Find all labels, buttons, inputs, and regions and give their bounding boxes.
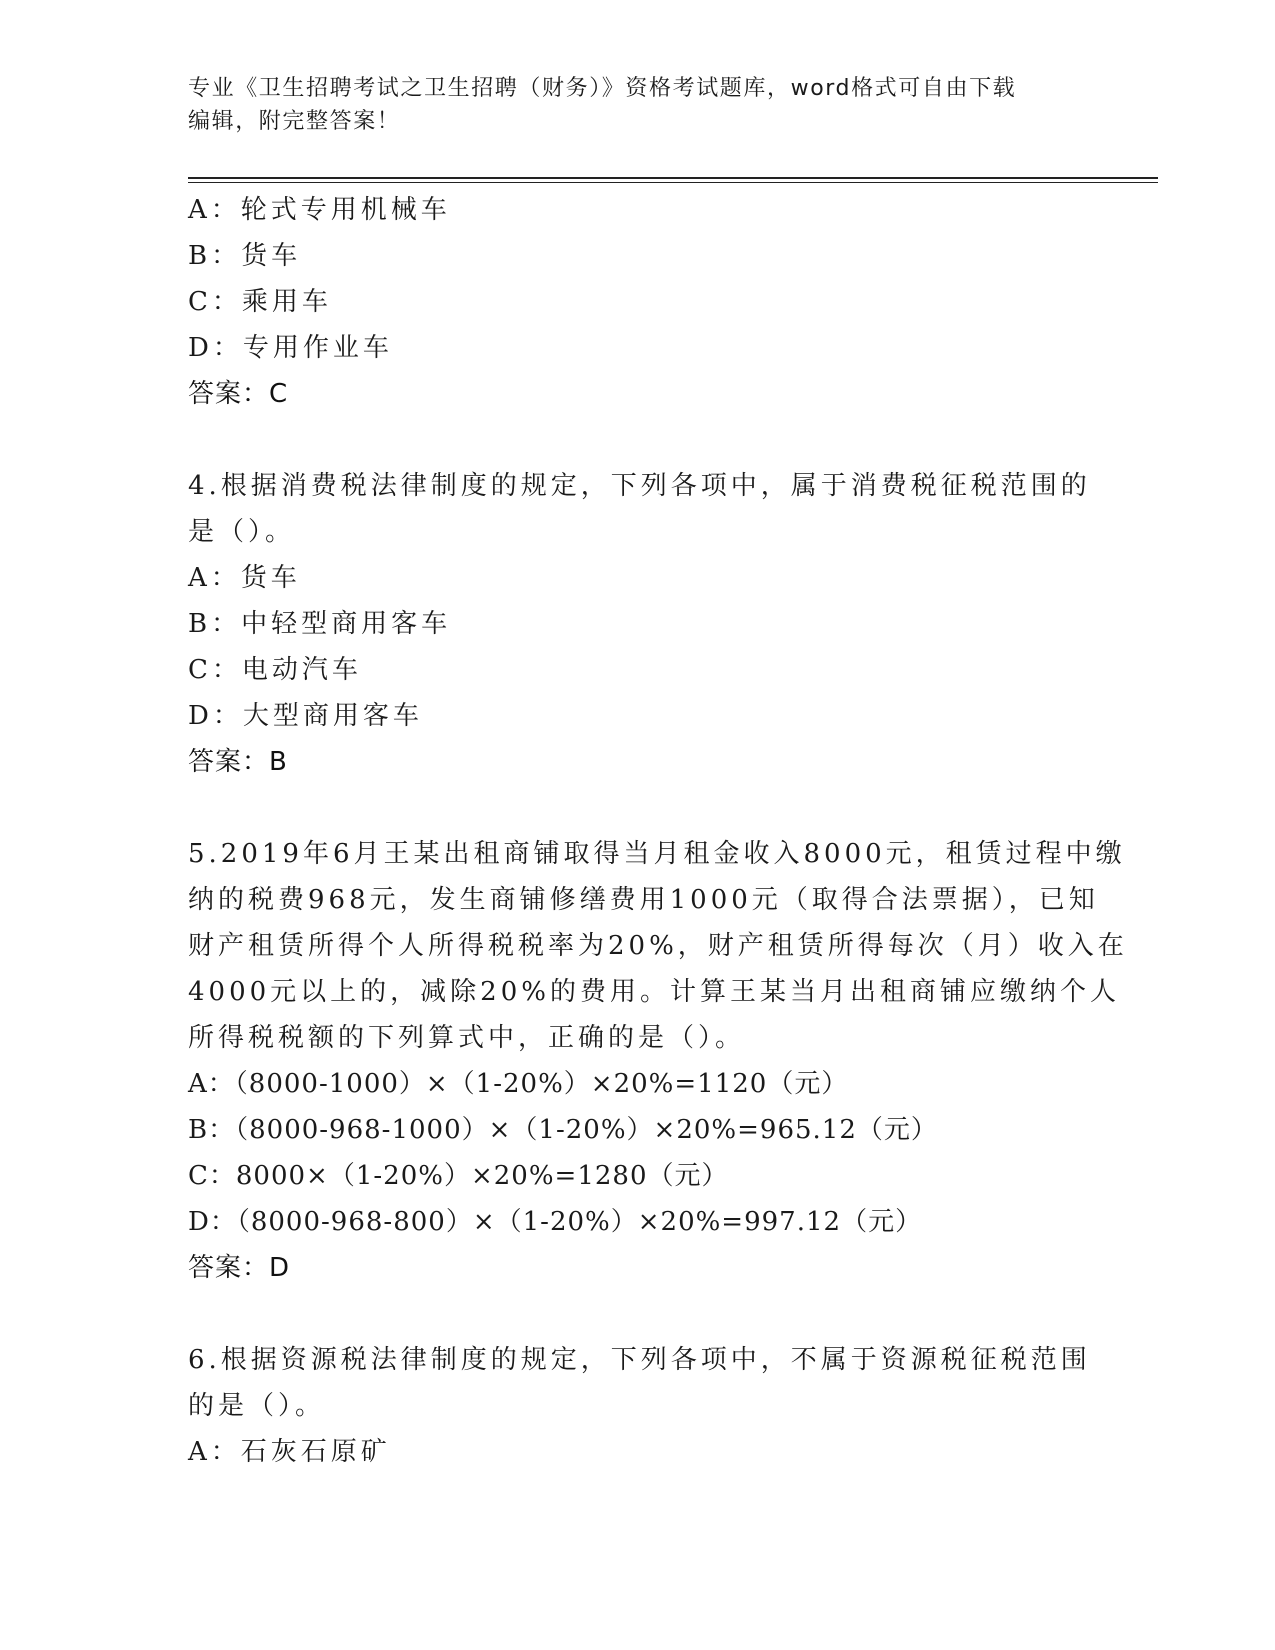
question-stem-continued: 财产租赁所得个人所得税税率为20%，财产租赁所得每次（月）收入在: [188, 931, 1128, 961]
question-stem: 5.2019年6月王某出租商铺取得当月租金收入8000元，租赁过程中缴: [188, 839, 1126, 869]
option-c: C：8000×（1-20%）×20%=1280（元）: [188, 1161, 729, 1191]
option-a: A：（8000-1000）×（1-20%）×20%=1120（元）: [188, 1069, 849, 1099]
option-a: A：轮式专用机械车: [188, 195, 451, 225]
answer-label: 答案：D: [188, 1253, 291, 1283]
option-d: D：大型商用客车: [188, 701, 423, 731]
answer-label: 答案：B: [188, 747, 288, 777]
answer-label: 答案：C: [188, 379, 289, 409]
question-5: [188, 831, 1128, 1291]
option-b: B：中轻型商用客车: [188, 609, 452, 639]
spacer: [188, 785, 1088, 831]
question-6: [188, 1337, 1091, 1475]
option-c: C：电动汽车: [188, 655, 362, 685]
question-stem-continued: 所得税税额的下列算式中，正确的是（）。: [188, 1023, 746, 1053]
question-stem-continued: 的是（）。: [188, 1391, 326, 1421]
question-stem-continued: 是（）。: [188, 517, 296, 547]
question-stem: 4.根据消费税法律制度的规定，下列各项中，属于消费税征税范围的: [188, 471, 1091, 501]
option-b: B：货车: [188, 241, 302, 271]
option-d: D：专用作业车: [188, 333, 393, 363]
question-4: [188, 463, 1091, 785]
question-stem: 6.根据资源税法律制度的规定，下列各项中，不属于资源税征税范围: [188, 1345, 1091, 1375]
header-divider-thin: [188, 182, 1158, 183]
option-c: C：乘用车: [188, 287, 332, 317]
document-header: [188, 72, 1088, 138]
spacer: [188, 417, 1088, 463]
option-a: A：货车: [188, 563, 301, 593]
option-a: A：石灰石原矿: [188, 1437, 391, 1467]
header-divider-thick: [188, 177, 1158, 179]
question-list: [188, 187, 1128, 1475]
option-b: B：（8000-968-1000）×（1-20%）×20%=965.12（元）: [188, 1115, 938, 1145]
header-line-1: 专业《卫生招聘考试之卫生招聘（财务）》资格考试题库，word格式可自由下载: [188, 76, 1017, 101]
header-line-2: 编辑，附完整答案！: [188, 109, 401, 134]
question-stem-continued: 纳的税费968元，发生商铺修缮费用1000元（取得合法票据），已知: [188, 885, 1099, 915]
question-stem-continued: 4000元以上的，减除20%的费用。计算王某当月出租商铺应缴纳个人: [188, 977, 1120, 1007]
spacer: [188, 1291, 1088, 1337]
option-d: D：（8000-968-800）×（1-20%）×20%=997.12（元）: [188, 1207, 923, 1237]
question-3: [188, 187, 1088, 417]
